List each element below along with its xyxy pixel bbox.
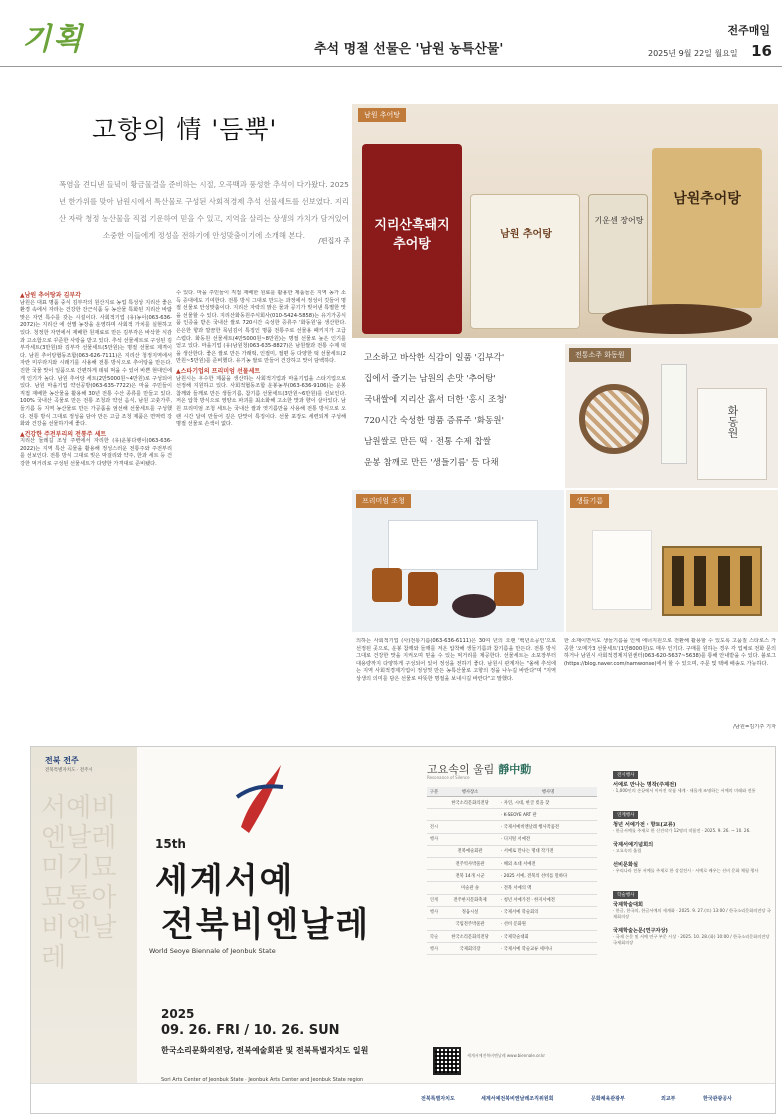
table-header: 행사장소 — [441, 787, 499, 797]
table-row — [427, 857, 597, 869]
biennale-advertisement — [30, 746, 776, 1114]
program-table — [427, 787, 597, 955]
bottle-product-photo — [565, 344, 778, 488]
paragraph: 한 소재이면서도 생들기름을 인체 에너지원으로 전환해 활용할 수 있도록 고품질 스타로스 가공한 '오메가3 선물세트'(1만8000원)도 매우 인기다. 구매를 원하는 경우 각 업체로 전화 문의하거나 남원시 사회적경제지원센터(063-620-5637~5638)를 통해 안내받을 수 있다. 블로그(https://blog.naver.com/namwonse)에서 할 수 있으며, 주문 및 택배 배송도 가능하다. — [564, 638, 776, 667]
program-table-body — [427, 797, 597, 955]
grain-bowl — [452, 594, 496, 618]
table-cell-venue — [441, 821, 499, 833]
sponsor-logo: 문화체육관광부 — [591, 1096, 625, 1102]
table-cell-cat — [427, 857, 441, 869]
side-info-title: 청년 서예가전 · 향토(교류) — [613, 822, 676, 828]
sponsor-logo: 세계서예전북비엔날레조직위원회 — [481, 1096, 554, 1102]
brush-stroke-icon — [231, 757, 291, 837]
paragraph: 남원은 대표 명품 중식 김부각의 원산지로 농업 특성상 지리산 좋은 환경 속에서 자라는 건강한 잔근식품 등 농산물 특화된 지리산 바람 맞은 자연 특수를 갖는 시설이다. 사회적기업 (유)농이(063-636-2072)는 지리산 에 선별 농장을 운영하며 사회적 가치를 실현하고 있다. 청정한 자연에서 재배한 원재료로 만든 김부각은 바삭한 식감과 고소함으로 꾸준한 사랑을 받고 있다. 추석 선물세트로 구성된 김부각세트(3만원)와 김부각 선물세트(5만원)는 명절 선물로 제격이다. 남원 추어탕협동조합(063-626-7111)은 지리산 청정지역에서 자란 미꾸라지와 시래기를 사용해 전통 방식으로 추어탕을 만든다. 진한 국물 맛이 일품으로 간편하게 데워 먹을 수 있어 바쁜 현대인에게 인기가 높다. 남원 추어탕 세트(2만5000원~4만원)로 구성되어 있다. 남원 마을기업 약선공방(063-635-7722)은 마을 주민들이 직접 재배한 농산물을 활용해 30년 전통 수산 종류를 만들고 있다. 100% 국내산 곡물로 만든 전통 조청과 약선 음식, 남원 고춧가루, 들기름 등 지역 농산물로 만든 가공품을 엄선해 선물세트를 구성했다. 전통 방식 그대로 정성을 담아 만든 고급 조청 제품은 면역력 강화와 건강을 선물하기에 좋다. — [20, 299, 172, 428]
table-cell-venue: 정읍시설 — [441, 906, 499, 918]
photo-tag-gift: 생들기름 — [570, 494, 609, 508]
page-headline: 추석 명절 선물은 '남원 농특산물' — [314, 42, 504, 57]
body-column-1 — [20, 290, 172, 736]
table-cell-name: · 해외 초대 서예전 — [499, 857, 597, 869]
side-info-item — [613, 761, 773, 794]
side-info-title: 국제학술논문(연구자상) — [613, 928, 668, 934]
jar-1 — [372, 568, 402, 602]
table-cell-name: · 디지털 서예전 — [499, 833, 597, 845]
table-cell-cat: 행사 — [427, 943, 441, 955]
side-info-item — [613, 927, 773, 946]
qr-caption: 세계서예전북비엔날레 www.biennale.or.kr — [467, 1053, 546, 1058]
gift-box-lid — [592, 530, 652, 610]
table-cell-cat: 학술 — [427, 931, 441, 943]
table-row — [427, 845, 597, 857]
ad-side-info — [613, 761, 773, 953]
table-header-row — [427, 787, 597, 797]
table-cell-venue: 한국소리문화의전당 — [441, 797, 499, 809]
table-cell-name: · 국제서예 학술교류 세미나 — [499, 943, 597, 955]
program-title-text: 고요속의 울림 — [427, 763, 495, 776]
table-cell-name: · 전북 서예의 맥 — [499, 882, 597, 894]
table-row — [427, 870, 597, 882]
table-cell-name: · 2025 서예, 전북의 선비를 말하다 — [499, 870, 597, 882]
product-pack-1 — [362, 144, 462, 334]
table-row — [427, 906, 597, 918]
body-column-2 — [176, 290, 346, 736]
body-column-3 — [356, 638, 556, 734]
ad-year: 2025 — [161, 1007, 195, 1021]
paragraph: 남원시는 우수한 제품을 생산하는 사회적기업과 마을기업을 스타기업으로 선정해 지원하고 있다. 사회적협동조합 운봉농부(063-636-9106)는 운봉 참깨와 들깨로 만든 생들기름, 참기름 선물세트(3만원~6만원)를 선보인다. 저온 압착 방식으로 영양소 파괴를 최소화해 고소한 맛과 향이 살아있다. 남원 프리미엄 조청 세트는 국내산 쌀과 엿기름만을 사용해 전통 방식으로 오랜 시간 달여 만들어 깊은 단맛이 특징이다. 선물 포장도 세련되게 구성해 명절 선물로 손색이 없다. — [176, 375, 346, 428]
soup-bowl — [602, 304, 752, 334]
side-info-item — [613, 881, 773, 920]
side-info-title: 서예로 만나는 명작(주제전) — [613, 782, 677, 788]
premium-jocheong-photo — [352, 490, 564, 632]
gift-box — [697, 388, 767, 480]
perilla-oil-photo — [566, 490, 778, 632]
photo-tag-bottle: 전통소주 화동원 — [569, 348, 631, 362]
pack-3-label: 기운센 장어탕 — [594, 216, 644, 225]
body-column-4 — [564, 638, 776, 720]
table-cell-name: · 선비 문화원 — [499, 918, 597, 930]
table-cell-cat — [427, 918, 441, 930]
side-info-head: 연계행사 — [613, 811, 638, 819]
ad-festival-english: World Seoye Biennale of Jeonbuk State — [149, 947, 276, 955]
table-cell-cat: 전시 — [427, 821, 441, 833]
oil-bottle — [672, 556, 684, 606]
table-cell-venue: 국제회의장 — [441, 943, 499, 955]
table-row — [427, 918, 597, 930]
side-info-item — [613, 841, 773, 854]
ad-org-logo: 전북 전주 — [45, 756, 79, 765]
highlight-line: 남원쌀로 만든 떡 · 전통 수제 찹쌀 — [364, 437, 492, 447]
table-row — [427, 809, 597, 821]
qr-code[interactable] — [433, 1047, 461, 1075]
program-subtitle: Resonance of Silence — [427, 775, 470, 780]
table-row — [427, 833, 597, 845]
highlight-line: 집에서 즐기는 남원의 손맛 '추어탕' — [364, 374, 496, 384]
subhead: ▲스타기업의 프리미엄 선물세트 — [176, 367, 261, 375]
table-cell-cat: 연계 — [427, 894, 441, 906]
article-lead: 폭염을 견디낸 들녘이 황금물결을 준비하는 시절, 오곡백과 풍성한 추석이 다가왔다. 2025년 한가위를 맞아 남원시에서 특산물로 구성된 사회적경제 추석 선물세트를 선보였다. 지리산 자락 청정 농산물을 직접 기운하여 믿을 수 있고, 지역을 살리는 상생의 가치가 담겨있어 소중한 이들에게 정성을 전하기에 안성맞춤이기에 소개해 본다. — [58, 180, 349, 240]
product-pack-4 — [652, 148, 762, 308]
issue-date: 2025년 9월 22일 월요일 — [648, 49, 738, 58]
side-info-text: · 1,000인의 손끝에서 이어진 작품 세계 · 새롭게 조명하는 서예의 미래와 전통 — [613, 788, 756, 793]
table-cell-venue — [441, 809, 499, 821]
table-cell-cat — [427, 870, 441, 882]
side-info-title: 선비문화실 — [613, 862, 639, 868]
side-info-title: 국제학술대회 — [613, 902, 644, 908]
article-title: 고향의 情 '듬뿍' — [92, 115, 278, 144]
header-rule — [0, 66, 782, 67]
ad-band-text: 서예비엔날레미기묘묘통아비엔날레 — [41, 793, 117, 973]
photo-tag-main: 남원 추어탕 — [358, 108, 406, 122]
table-row — [427, 797, 597, 809]
main-product-photo — [352, 104, 778, 338]
pack-4-label: 남원추어탕 — [673, 191, 741, 207]
table-row — [427, 821, 597, 833]
ad-festival-title-2: 전북비엔날레 — [161, 905, 371, 945]
ad-sponsor-footer — [31, 1083, 775, 1113]
sponsor-logo: 전북특별자치도 — [421, 1096, 455, 1102]
table-cell-venue: 전주역사박물관 — [441, 857, 499, 869]
gift-box-open — [662, 546, 762, 616]
section-logo: 기획 — [22, 22, 84, 57]
product-pack-2 — [470, 194, 580, 329]
table-row — [427, 943, 597, 955]
side-info-title: 국제서예기념회의 — [613, 842, 654, 848]
side-info-text: · 우리나라 전통 서예를 주제로 한 상설전시 · 서예로 배우는 선비 문화 체험 행사 — [613, 868, 759, 873]
side-info-head: 전시행사 — [613, 771, 638, 779]
table-cell-venue: 전북예술회관 — [441, 845, 499, 857]
paragraph: 수 있다. 마을 주민들이 직접 재배한 원료를 활용한 제품들은 지역 농가 소득 증대에도 기여한다. 전통 방식 그대로 만드는 과정에서 정성이 깃들어 명절 선물로 안성맞춤이다. 지리산 자락의 맑은 물과 공기가 빚어낸 특별한 맛을 선물할 수 있다. 지리산화동원주식회사(010-5424-5858)는 유기가공식품 인증을 받은 국내산 쌀로 720시간 숙성한 증류주 '화동원'을 생산한다. 은은한 향과 깔끔한 목넘김이 특징인 명품 전통주로 선물용 패키지가 고급스럽다. 화동원 선물세트(4만5000원~8만원)는 명절 선물로 높은 인기를 얻고 있다. 마을기업 (유)남원청(063-635-8827)은 남원쌀과 전통 수제 떡을 생산한다. 좋은 쌀로 만든 가래떡, 인절미, 절편 등 다양한 떡 선물세트(2만원~5만원)를 준비했다. 유기농 쌀로 만들어 건강하고 맛이 담백하다. — [176, 290, 346, 365]
table-cell-name: · K-SEOYE ART 관 — [499, 809, 597, 821]
jar-3 — [494, 572, 524, 606]
table-cell-cat — [427, 882, 441, 894]
subhead: ▲건강한 주전부리의 전통주 세트 — [20, 430, 107, 438]
ad-period: 09. 26. FRI / 10. 26. SUN — [161, 1023, 340, 1038]
ad-venue: 한국소리문화의전당, 전북예술회관 및 전북특별자치도 일원 — [161, 1046, 369, 1055]
bottle-1 — [661, 364, 687, 464]
table-cell-cat: 행사 — [427, 906, 441, 918]
highlight-line: 운봉 참깨로 만든 '생들기름' 등 다채 — [364, 458, 499, 468]
table-row — [427, 882, 597, 894]
highlight-line: 720시간 숙성한 명품 증류주 '화동원' — [364, 416, 504, 426]
side-info-text: · 국제 논문 및 서예 연구 부문 시상 · 2025. 10. 28.(화) 10:00 / 한국소리문화의전당 국제회의장 — [613, 934, 770, 945]
paragraph: 지리산 둘레길 조성 주변에서 자리한 (유)운봉다랭이(063-636-2022)는 지역 특산 곡물을 활용해 정성스러운 전통주와 주전부리를 선보인다. 전통 방식 그대로 빚은 막걸리와 약주, 한과 세트 등 건강한 먹거리로 구성된 선물세트가 다양한 가격대로 준비됐다. — [20, 438, 172, 468]
table-cell-name: · 자연, 시대, 한글 빚을 찾 — [499, 797, 597, 809]
table-cell-venue: 한국소리문화의전당 — [441, 931, 499, 943]
table-header: 구분 — [427, 787, 441, 797]
ad-venue-english: Sori Arts Center of Jeonbuk State · Jeonbuk Arts Center and Jeonbuk State region — [161, 1077, 364, 1083]
jar-2 — [408, 572, 438, 606]
table-cell-cat — [427, 809, 441, 821]
pack-2-label: 남원 추어탕 — [500, 229, 552, 240]
ad-festival-title-1: 세계서예 — [155, 861, 295, 901]
table-cell-name: · 청년 서예가전 · 한지서예전 — [499, 894, 597, 906]
lattice-window — [579, 384, 649, 454]
table-cell-name: · 국제서예비엔날레 행사작품전 — [499, 821, 597, 833]
table-cell-venue: 미술관 솔 — [441, 882, 499, 894]
table-cell-venue: 국립전주박물관 — [441, 918, 499, 930]
table-cell-cat: 행사 — [427, 833, 441, 845]
side-info-text: · 한글서예를 주제로 한 신진작가 12명의 작품전 · 2025. 9. 26. ~ 10. 26. — [613, 828, 751, 833]
sponsor-logo: 한국관광공사 — [703, 1096, 732, 1102]
side-info-text: · 고요속의 울림 — [613, 848, 642, 853]
editor-note: /편집자 주 — [318, 237, 350, 245]
table-row — [427, 894, 597, 906]
table-cell-venue — [441, 833, 499, 845]
table-cell-cat — [427, 845, 441, 857]
table-cell-name: · 국제학술대회 — [499, 931, 597, 943]
program-title-hanja: 靜中動 — [498, 763, 532, 776]
paragraph: 의하는 사회적기업 (사)전통기름(063-636-6111)은 30여 년의 오랜 '백년소공인'으로 선정된 곳으로, 운봉 참깨와 들깨를 저온 압착해 생들기름과 참기름을 만든다. 전통 방식 그대로 건강한 맛을 지켜오며 믿을 수 있는 먹거리를 제공한다. 선물세트는 소포장부터 대용량까지 다양하게 구성되어 있어 정성을 전하기 좋다. 남원시 관계자는 "올해 추석에는 지역 사회적경제기업이 정성껏 만든 농특산물로 고향의 정을 나누길 바란다"며 "지역 상생의 의미를 담은 선물로 따뜻한 명절을 보내시길 바란다"고 말했다. — [356, 638, 556, 682]
highlight-line: 고소하고 바삭한 식감이 일품 '김부각' — [364, 353, 505, 363]
reporter-credit: /남원=김기주 기자 — [733, 724, 776, 730]
bottle-label: 화동원 — [726, 405, 739, 438]
page-number: 16 — [751, 42, 772, 60]
table-cell-name: · 서예로 만나는 명대 작가전 — [499, 845, 597, 857]
highlight-line: 국내쌀에 지리산 흙서 더한 '홍시 조청' — [364, 395, 507, 405]
table-cell-venue: 전주한지문화축제 — [441, 894, 499, 906]
side-info-text: · 한글, 한국의, 한글서예의 세계화 · 2025. 9. 27.(토) 13:00 / 한국소리문화의전당 국제회의장 — [613, 908, 771, 919]
pack-1-label: 지리산흑돼지 추어탕 — [374, 218, 450, 252]
page-header — [0, 0, 782, 68]
side-info-head: 학술행사 — [613, 891, 638, 899]
table-row — [427, 931, 597, 943]
subhead: ▲남원 추어탕과 김부각 — [20, 292, 81, 299]
product-pack-3 — [588, 194, 648, 314]
ad-edition: 15th — [155, 837, 186, 851]
side-info-item — [613, 861, 773, 874]
table-header: 행사명 — [499, 787, 597, 797]
table-cell-cat — [427, 797, 441, 809]
ad-org-sub: 전북특별자치도 · 전주시 — [45, 768, 93, 773]
table-cell-venue: 전북 14개 시군 — [441, 870, 499, 882]
oil-bottle — [718, 556, 730, 606]
table-cell-name: · 국제서예 학술회의 — [499, 906, 597, 918]
photo-tag-premium: 프리미엄 조청 — [356, 494, 411, 508]
side-info-item — [613, 801, 773, 834]
newspaper-name: 전주매일 — [727, 24, 770, 37]
highlight-box — [354, 340, 548, 488]
jar-box — [388, 520, 538, 570]
sponsor-logo: 외교부 — [661, 1096, 676, 1102]
oil-bottle — [740, 556, 752, 606]
oil-bottle — [694, 556, 706, 606]
